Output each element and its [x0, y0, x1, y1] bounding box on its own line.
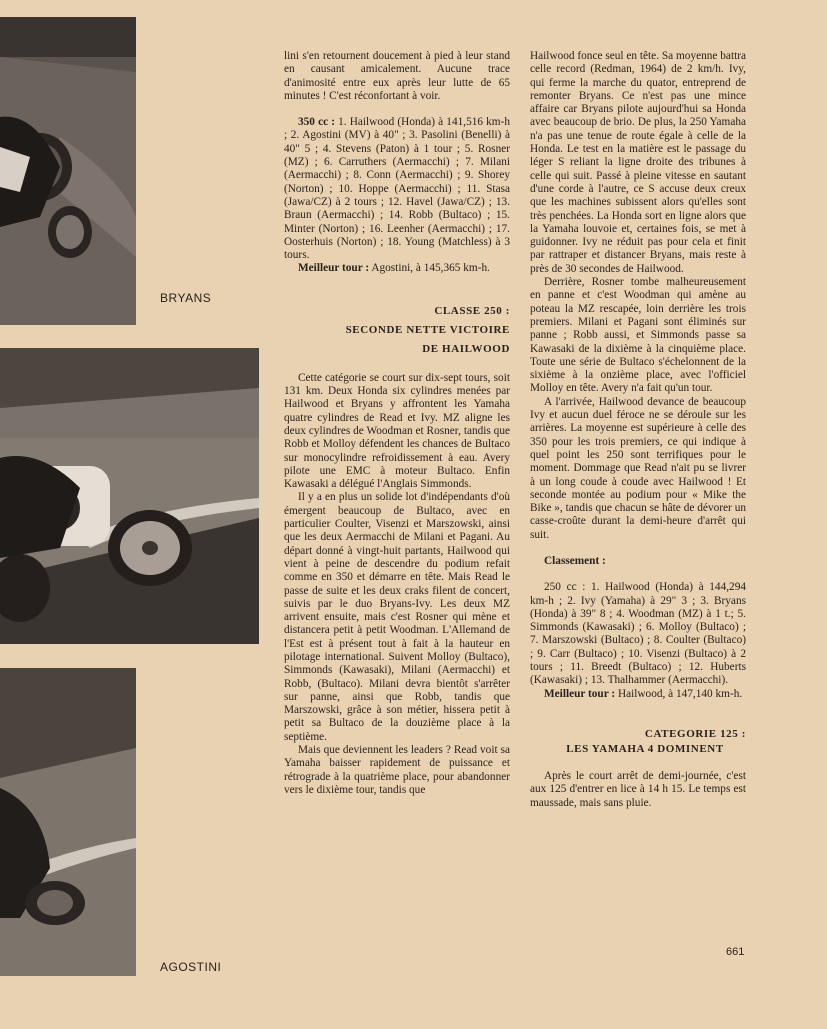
best-lap-250: [530, 688, 746, 701]
results-350-text: 1. Hailwood (Honda) à 141,516 km-h ; 2. Agostini (MV) à 40" ; 3. Pasolini (Benelli) à 40" 5 ; 4. Stevens (Paton) à 1 tour ; 5. Rosner (MZ) ; 6. Carruthers (Aermacchi) ; 7. Milani (Aermacchi) ; 8. Conn (Aermacchi) ; 9. Shorey (Norton) ; 10. Hoppe (Aermacchi) ; 11. Stasa (Jawa/CZ) à 2 tours ; 12. Havel (Jawa/CZ) ; 13. Braun (Aermacchi) ; 14. Robb (Bultaco) ; 15. Minter (Norton) ; 16. Leenher (Aermacchi) ; 17. Oosterhuis (Norton) ; 18. Young (Matchless) à 3 tours.: [284, 116, 510, 262]
results-350: [284, 116, 510, 262]
paragraph-250-intro: Cette catégorie se court sur dix-sept tours, soit 131 km. Deux Honda six cylindres menées par Hailwood et Bryans y affrontent les Yamaha quatre cylindres de Read et Ivy. MZ aligne les deux cylindres de Woodman et Rosner, tandis que Robb et Molloy défendent les chances de Bultaco sur monocylindre refroidissement à eau. Avery pilote une EMC à moteur Bultaco. Enfin Kawasaki a délégué l'Anglais Simmonds.: [284, 371, 510, 491]
heading-categorie-125: CATEGORIE 125 :: [644, 727, 746, 740]
article-column-2: [530, 50, 746, 810]
heading-de-hailwood: DE HAILWOOD: [422, 342, 510, 355]
paragraph-intro: lini s'en retournent doucement à pied à leur stand en causant amicalement. Aucune trace d'animosité entre eux après leur lutte de 65 minutes ! C'est réconfortant à voir.: [284, 50, 510, 102]
paragraph-250-race: Il y a en plus un solide lot d'indépendants d'où émergent beaucoup de Bultaco, avec en particulier Coulter, Visenzi et Marszowski, ainsi que les deux Aermacchi de Milani et Pagani. Au départ donné à vingt-huit partants, Hailwood qui vient à peine de descendre du podium refait comme en 350 et démarre en tête. Mais Read le passe de suite et les deux craks filent de concert, suivis par le duo Bryans-Ivy. Les deux MZ arrivent ensuite, mais c'est Rosner qui mène et distancera petit à petit Woodman. L'Allemand de l'Est est à présent tout à fait à la hauteur en pilotage international. Suivent Molloy (Bultaco), Simmonds (Kawasaki), Milani (Aermacchi) et Robb, (Bultaco). Milani devra bientôt s'arrêter sur panne, ainsi que Robb, tandis que Marszowski, grâce à son métier, hissera petit à petit sa Bultaco de la douzième place à la septième.: [284, 491, 510, 743]
article-column-1: [284, 50, 510, 797]
paragraph-250-leaders: Mais que deviennent les leaders ? Read voit sa Yamaha baisser rapidement de puissance et rétrograde à la quatrième place, pour abandonner vers le dixième tour, tandis que: [284, 744, 510, 796]
heading-yamaha-dominent: LES YAMAHA 4 DOMINENT: [566, 742, 724, 755]
best-lap-250-text: Hailwood, à 147,140 km-h.: [615, 687, 743, 700]
best-lap-350-text: Agostini, à 145,365 km-h.: [369, 262, 490, 275]
paragraph-behind: Derrière, Rosner tombe malheureusement en panne et c'est Woodman qui amène au poteau la MZ rescapée, loin derrière les trois premiers. Milani et Pagani sont éliminés sur panne ; Robb aussi, et Simmonds passe sa Kawasaki de la dixième à la cinquième place. Toute une série de Bultaco s'échelonnent de la sixième à la onzième place, avec l'officiel Molloy en tête. Avery n'a fait qu'un tour.: [530, 276, 746, 395]
results-250: 250 cc : 1. Hailwood (Honda) à 144,294 km-h ; 2. Ivy (Yamaha) à 29" 3 ; 3. Bryans (Honda) à 39" 8 ; 4. Woodman (MZ) à 1 t.; 5. Simmonds (Kawasaki) ; 6. Molloy (Bultaco) ; 7. Marszowski (Bultaco) ; 8. Coulter (Bultaco) ; 9. Carr (Bultaco) ; 10. Visenzi (Bultaco) à 2 tours ; 11. Breedt (Bultaco) ; 12. Huberts (Kawasaki) ; 13. Thalhammer (Aermacchi).: [530, 581, 746, 687]
photo-hailwood: [0, 348, 259, 644]
classement-label: Classement :: [544, 554, 606, 567]
heading-classe-250: CLASSE 250 :: [434, 304, 510, 317]
best-lap-350: [284, 262, 510, 275]
best-lap-350-label: Meilleur tour :: [298, 262, 370, 275]
caption-agostini: AGOSTINI: [160, 960, 222, 974]
heading-seconde-victoire: SECONDE NETTE VICTOIRE: [345, 323, 510, 336]
results-350-label: 350 cc :: [298, 116, 335, 129]
paragraph-125-intro: Après le court arrêt de demi-journée, c'est aux 125 d'entrer en lice à 14 h 15. Le temps est maussade, mais sans pluie.: [530, 769, 746, 809]
best-lap-250-label: Meilleur tour :: [544, 687, 616, 700]
photo-bryans: [0, 17, 136, 325]
paragraph-arrival: A l'arrivée, Hailwood devance de beaucoup Ivy et aucun duel féroce ne se déroule sur les arrières. La moyenne est supérieure à celle des 350 pour les trois premiers, ce qui indique à quel point les 250 sont terrifiques pour le moment. Dommage que Read n'ait pu se livrer à un long coude à coude avec Hailwood ! Et seconde montée au podium pour « Mike the Bike », tandis que chacun se hâte de dévorer un casse-croûte durant la demi-heure d'arrêt qui suit.: [530, 395, 746, 541]
page-number: 661: [726, 946, 745, 958]
photo-agostini: [0, 668, 136, 976]
caption-bryans: BRYANS: [160, 291, 212, 305]
paragraph-hailwood-lead: Hailwood fonce seul en tête. Sa moyenne battra celle record (Redman, 1964) de 2 km/h. Ivy, qui ferme la marche du quator, entreprend de remonter Bryans. Ce n'est pas une mince affaire car Bryans pilote aujourd'hui sa Honda avec beaucoup de brio. De plus, la 250 Yamaha n'a pas une tenue de route égale à celle de la Honda. Le test en la matière est le passage du léger S reliant la ligne droite des tribunes à celle qui suit. Passé à pleine vitesse en sautant d'une corde à l'autre, ce S accuse deux creux que les machines subissent alors qu'elles sont très penchées. La Honda sort en ligne alors que la Yamaha louvoie et, certaines fois, se met à guidonner. Ivy ne réduit pas pour cela et finit par rattraper et distancer Bryans, mais reste à près de 30 secondes de Hailwood.: [530, 50, 746, 275]
